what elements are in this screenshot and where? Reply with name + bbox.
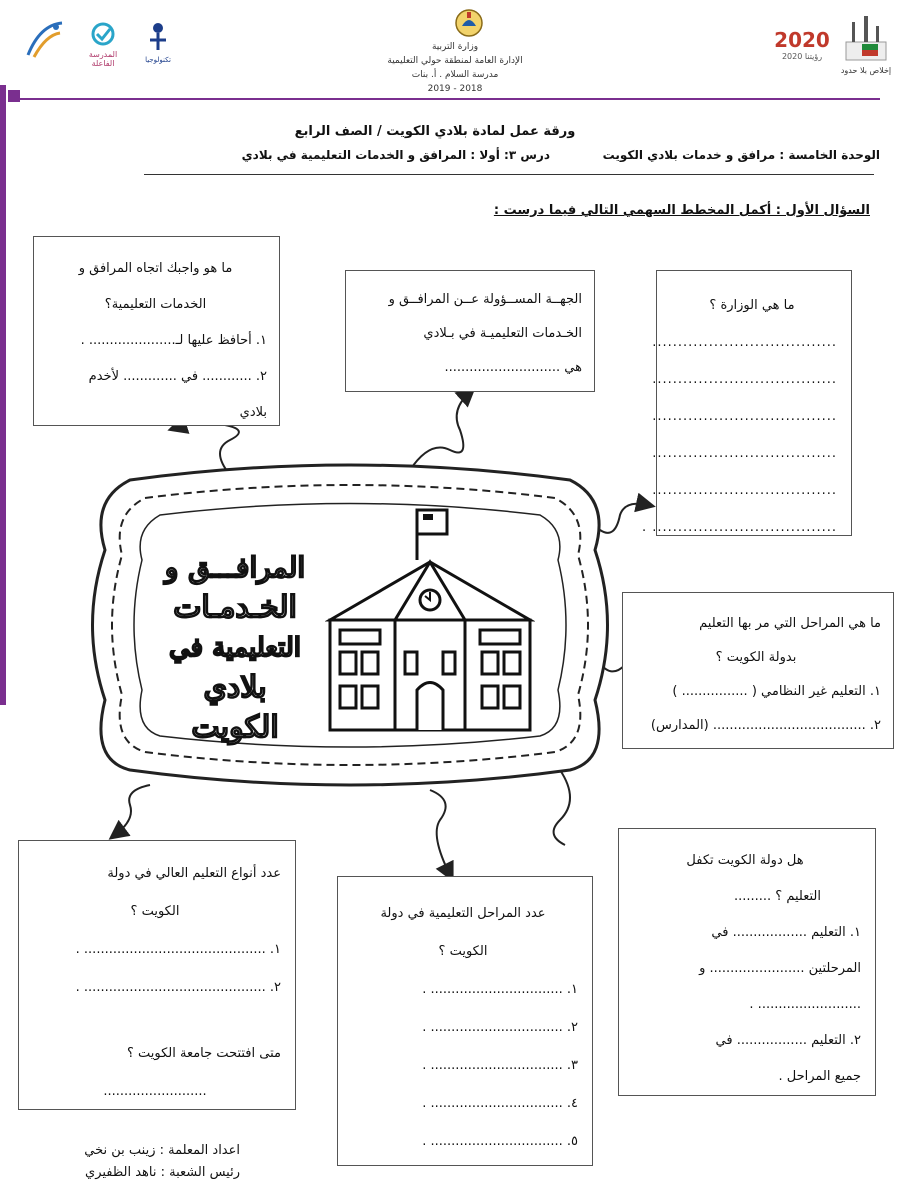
duty-question-line1: ما هو واجبك اتجاه المرافق و <box>78 261 233 276</box>
school-name: مدرسة السلام . أ. بنات <box>411 70 499 80</box>
authority-question-box <box>345 270 595 392</box>
count-answer-3: ٣. ................................ . <box>422 1058 578 1073</box>
lesson-title: درس ٣: أولا : المرافق و الخدمات التعليمية في بلادي <box>241 148 550 162</box>
stages-answer-1: ١. التعليم غير النظامي ( ................ ) <box>672 684 881 699</box>
ministry-name: وزارة التربية <box>431 42 479 52</box>
duty-question-box <box>33 236 280 426</box>
stages-question-box <box>622 592 894 749</box>
guarantee-question-line1: هل دولة الكويت تكفل <box>686 853 804 868</box>
footer-credits <box>40 1140 240 1184</box>
stages-question-line2: بدولة الكويت ؟ <box>715 650 797 665</box>
center-title-line3: التعليمية في <box>169 633 301 663</box>
ministry-question: ما هي الوزارة ؟ <box>709 298 795 313</box>
count-answer-2: ٢. ................................ . <box>422 1020 578 1035</box>
center-title-line5: الكويت <box>191 710 279 745</box>
unit-title: الوحدة الخامسة : مرافق و خدمات بلادي الكويت <box>602 148 880 162</box>
guarantee-question-box <box>618 828 876 1096</box>
guarantee-answer-1: ١. التعليم .................. في <box>711 925 861 940</box>
guarantee-answer-1-cont2: ......................... . <box>749 997 861 1012</box>
count-answer-4: ٤. ................................ . <box>422 1096 578 1111</box>
teacher-credit: اعداد المعلمة : زينب بن نخي <box>84 1143 240 1158</box>
duty-answer-2: ٢. ............ في ............. لأخدم <box>88 369 267 384</box>
stages-answer-2: ٢. ..................................... (المدارس) <box>650 718 881 733</box>
arrow-to-count-box <box>430 790 450 875</box>
ministry-answer-line-6: .................................... . <box>641 520 837 535</box>
vision-2020-label: رؤيتنا 2020 <box>781 52 823 61</box>
guarantee-answer-1-cont: المرحلتين ....................... و <box>699 961 861 976</box>
directorate-name: الإدارة العامة لمنطقة حولي التعليمية <box>387 56 523 66</box>
guarantee-question-line2: التعليم ؟ ......... <box>733 889 821 904</box>
question-heading: السؤال الأول : أكمل المخطط السهمي التالي فيما درست : <box>493 203 870 218</box>
higher-answer-1: ١. ............................................ . <box>75 942 281 957</box>
arrow-to-authority-box <box>410 392 470 470</box>
guarantee-answer-2-cont: جميع المراحل . <box>778 1069 861 1084</box>
school-year: 2018 - 2019 <box>427 84 483 94</box>
school-building-icon <box>325 500 535 740</box>
higher-question-line2: الكويت ؟ <box>130 904 180 919</box>
effective-school-label: المدرسة الفاعلة <box>88 50 118 68</box>
vision-2020-logo: 2020 رؤيتنا 2020 <box>772 28 832 68</box>
ministry-answer-line-3: .................................... <box>652 409 837 424</box>
ministry-answer-line-5: .................................... <box>652 483 837 498</box>
university-question: متى افتتحت جامعة الكويت ؟ <box>126 1046 281 1061</box>
duty-answer-1: ١. أحافظ عليها لـ..................... . <box>80 333 267 348</box>
count-answer-5: ٥. ................................ . <box>422 1134 578 1149</box>
center-title <box>150 548 320 748</box>
authority-answer: هي ............................ <box>444 360 582 375</box>
head-credit: رئيس الشعبة : ناهد الظفيري <box>85 1165 240 1180</box>
arrow-to-higher-box <box>115 785 150 835</box>
center-title-line1: المرافـــق و <box>164 551 306 584</box>
count-answer-1: ١. ................................ . <box>422 982 578 997</box>
sincerity-label: إخلاص بلا حدود <box>840 66 892 75</box>
ministry-answer-line-4: .................................... <box>652 446 837 461</box>
authority-line1: الجهــة المســؤولة عــن المرافــق و <box>388 292 582 307</box>
center-title-line2: الخـدمـات <box>173 590 297 625</box>
stages-question-line1: ما هي المراحل التي مر بها التعليم <box>699 616 881 631</box>
ministry-question-box <box>641 270 852 536</box>
duty-question-line2: الخدمات التعليمية؟ <box>104 297 207 312</box>
count-question-line2: الكويت ؟ <box>438 944 488 959</box>
higher-question-line1: عدد أنواع التعليم العالي في دولة <box>107 866 281 881</box>
stage-count-box <box>337 876 593 1166</box>
count-question-line1: عدد المراحل التعليمية في دولة <box>380 906 546 921</box>
higher-answer-2: ٢. ............................................ . <box>75 980 281 995</box>
ministry-answer-line-1: .................................... <box>652 335 837 350</box>
university-answer: ......................... <box>103 1084 207 1099</box>
worksheet-title: ورقة عمل لمادة بلادي الكويت / الصف الرابع <box>294 124 576 139</box>
technology-label: تكنولوجيا <box>145 56 171 64</box>
guarantee-answer-2: ٢. التعليم ................. في <box>715 1033 861 1048</box>
ministry-answer-line-2: .................................... <box>652 372 837 387</box>
center-title-line4: بلادي <box>203 670 267 705</box>
duty-answer-2-cont: بلادي <box>239 405 267 420</box>
authority-line2: الخـدمات التعليميـة في بـلادي <box>423 326 582 341</box>
higher-education-box <box>18 840 296 1110</box>
